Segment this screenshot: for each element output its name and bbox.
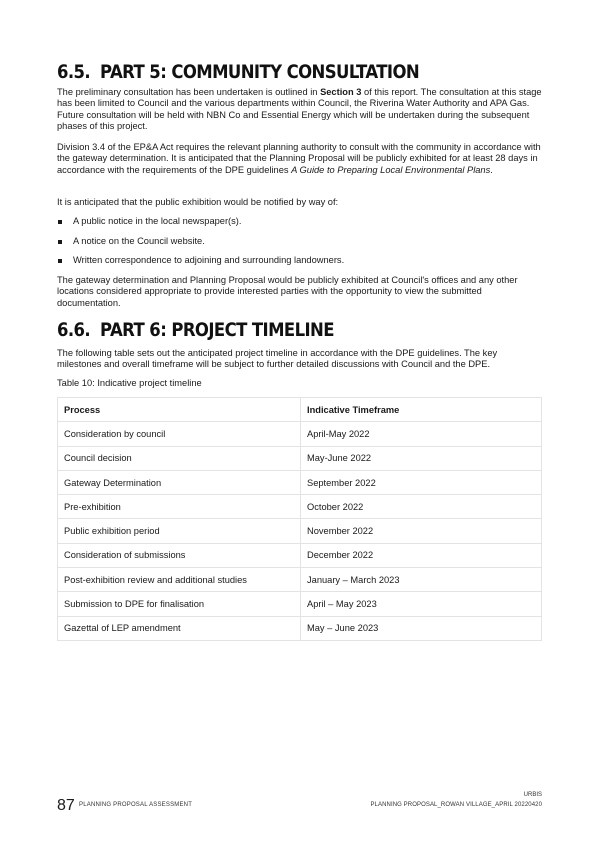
paragraph-exhibition: The gateway determination and Planning Proposal would be publicly exhibited at Council's offices and any other locations considered appropriate to provide interested parties with the opportunity to view the submitted documentation. xyxy=(57,275,518,308)
table-cell: April – May 2023 xyxy=(301,592,542,616)
table-row xyxy=(58,543,542,567)
section-number: 6.5. xyxy=(57,61,91,83)
table-cell: September 2022 xyxy=(301,470,542,494)
column-header-timeframe: Indicative Timeframe xyxy=(301,398,542,422)
section-reference: Section 3 xyxy=(320,87,362,97)
table-row xyxy=(58,495,542,519)
table-cell: Submission to DPE for finalisation xyxy=(58,592,301,616)
table-cell: Consideration by council xyxy=(58,422,301,446)
table-row xyxy=(58,592,542,616)
table-row xyxy=(58,422,542,446)
table-cell: Post-exhibition review and additional studies xyxy=(58,568,301,592)
table-cell: Consideration of submissions xyxy=(58,543,301,567)
table-cell: October 2022 xyxy=(301,495,542,519)
footer-brand: URBIS xyxy=(523,792,542,798)
table-row xyxy=(58,568,542,592)
table-cell: Council decision xyxy=(58,446,301,470)
square-bullet-icon xyxy=(58,240,62,244)
list-item: A public notice in the local newspaper(s). xyxy=(57,216,344,236)
footer-document-reference: PLANNING PROPOSAL_ROWAN VILLAGE_APRIL 20220420 xyxy=(370,802,542,808)
table-cell: December 2022 xyxy=(301,543,542,567)
paragraph-notification-intro: It is anticipated that the public exhibition would be notified by way of: xyxy=(57,197,339,207)
section-title: PART 5: COMMUNITY CONSULTATION xyxy=(100,61,420,83)
section-heading-project-timeline xyxy=(57,319,334,340)
project-timeline-table xyxy=(57,397,542,641)
notification-list xyxy=(57,216,344,275)
table-cell: Public exhibition period xyxy=(58,519,301,543)
table-cell: January – March 2023 xyxy=(301,568,542,592)
table-cell: Pre-exhibition xyxy=(58,495,301,519)
guideline-title: A Guide to Preparing Local Environmental Plans xyxy=(291,164,491,175)
table-caption: Table 10: Indicative project timeline xyxy=(57,378,202,388)
section-number: 6.6. xyxy=(57,319,91,341)
table-row xyxy=(58,446,542,470)
table-cell: November 2022 xyxy=(301,519,542,543)
paragraph-timeline-intro: The following table sets out the anticipated project timeline in accordance with the DPE guidelines. The key milestones and overall timeframe will be subject to further detailed discussions with Council and the DPE. xyxy=(57,348,498,370)
table-cell: Gazettal of LEP amendment xyxy=(58,616,301,640)
table-cell: May-June 2022 xyxy=(301,446,542,470)
square-bullet-icon xyxy=(58,220,62,224)
table-cell: Gateway Determination xyxy=(58,470,301,494)
table-header-row xyxy=(58,398,542,422)
table-cell: May – June 2023 xyxy=(301,616,542,640)
square-bullet-icon xyxy=(58,259,62,263)
table-row xyxy=(58,470,542,494)
column-header-process: Process xyxy=(58,398,301,422)
table-cell: April-May 2022 xyxy=(301,422,542,446)
table-row xyxy=(58,519,542,543)
section-title: PART 6: PROJECT TIMELINE xyxy=(100,319,334,341)
table-row xyxy=(58,616,542,640)
list-item: A notice on the Council website. xyxy=(57,236,344,256)
paragraph-division-3-4: Division 3.4 of the EP&A Act requires the relevant planning authority to consult with the community in accordance with the gateway determination. It is anticipated that the Planning Proposal will be publicly exhibited for at least 28 days in accordance with the requirements of the DPE guidelines A Guide to Preparing Local Environmental Plans. xyxy=(57,142,541,175)
paragraph-preliminary-consultation: The preliminary consultation has been undertaken is outlined in Section 3 of this report. The consultation at this stage has been limited to Council and the various departments within Council, the Riverina Water Authority and APA Gas. Future consultation will be held with NBN Co and Essential Energy which will be undertaken during the subsequent phases of this project. xyxy=(57,87,542,132)
section-heading-community-consultation xyxy=(57,61,419,82)
footer-document-type: PLANNING PROPOSAL ASSESSMENT xyxy=(79,802,193,808)
list-item: Written correspondence to adjoining and surrounding landowners. xyxy=(57,255,344,275)
page-number: 87 xyxy=(57,797,75,814)
